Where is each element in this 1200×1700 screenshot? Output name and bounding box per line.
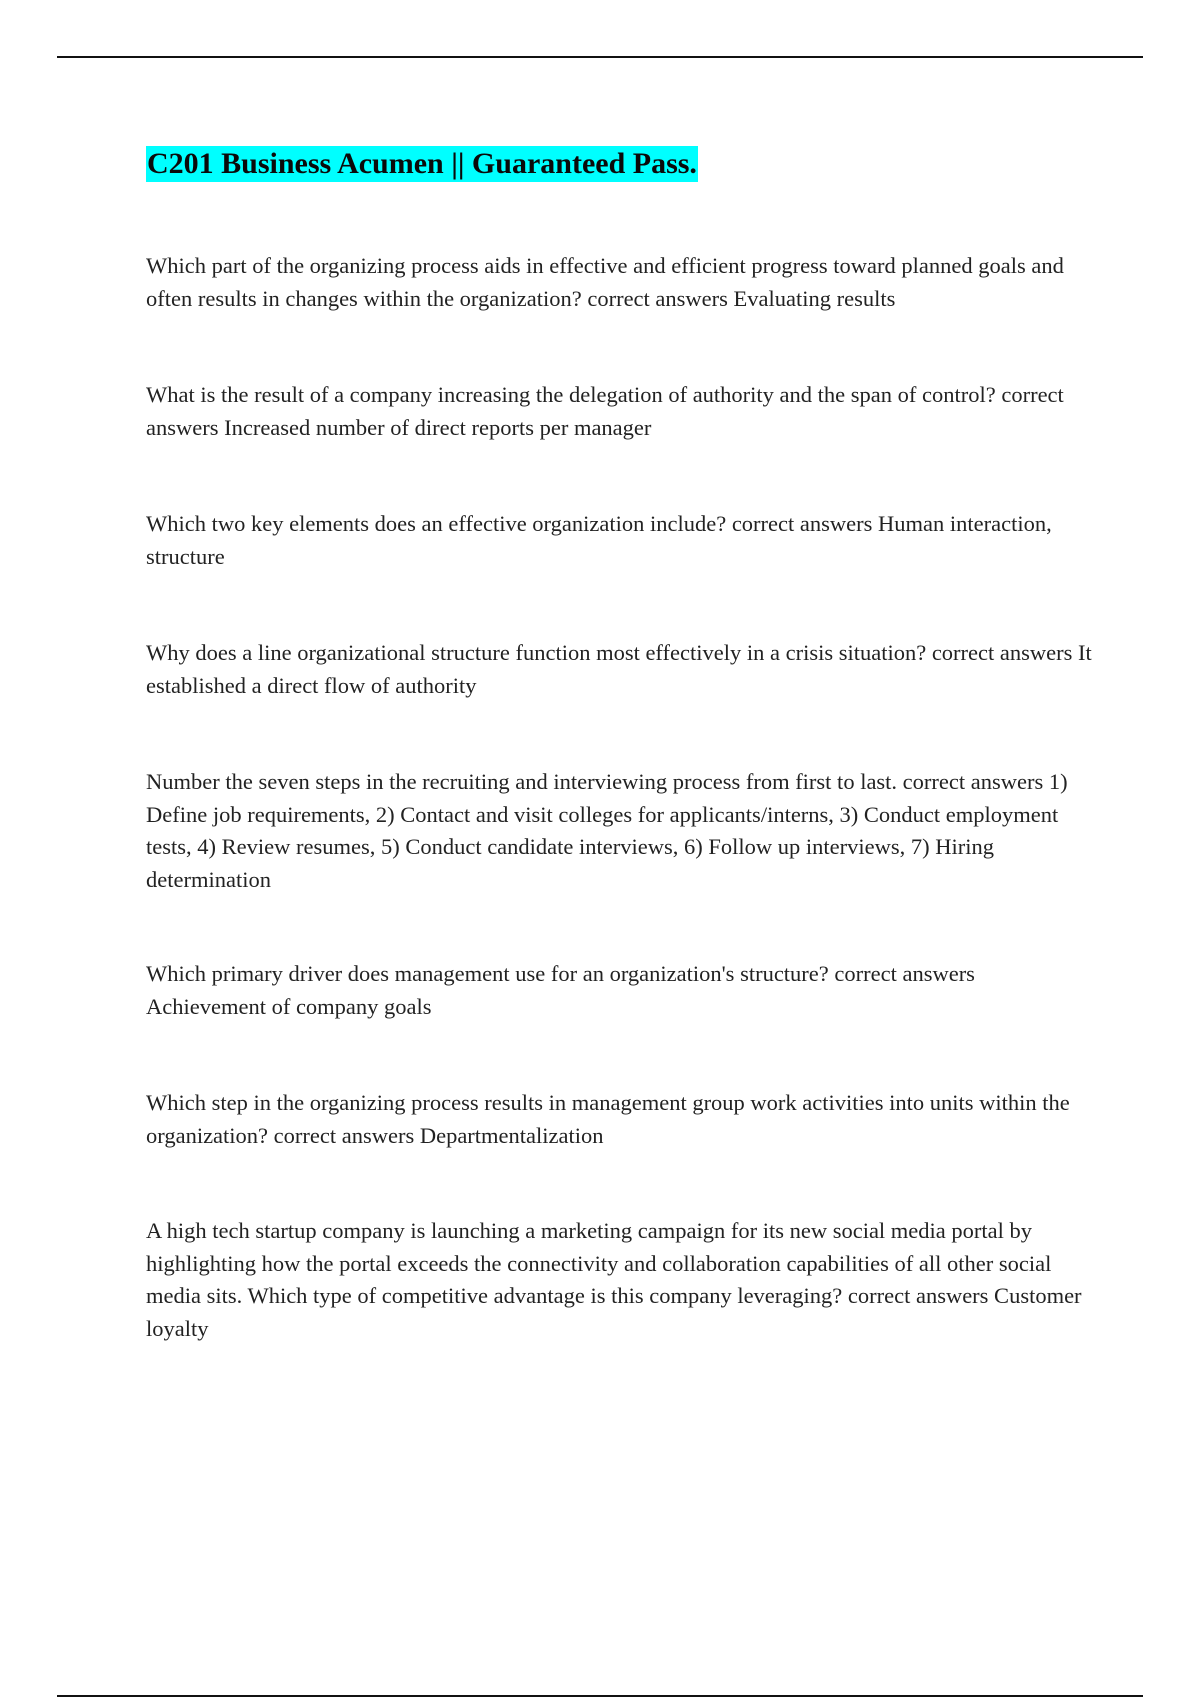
bottom-rule bbox=[57, 1695, 1143, 1697]
qa-item: Which two key elements does an effective organization include? correct answers Human interaction, structure bbox=[146, 511, 1052, 569]
qa-item: A high tech startup company is launching a marketing campaign for its new social media portal by highlighting how the portal exceeds the connectivity and collaboration capabilities of all other social media sits. Which type of competitive advantage is this company leveraging? correct answers Customer loyalty bbox=[146, 1218, 1082, 1341]
qa-item: What is the result of a company increasing the delegation of authority and the span of control? correct answers Increased number of direct reports per manager bbox=[146, 382, 1064, 440]
top-rule bbox=[57, 56, 1143, 58]
title-block bbox=[146, 146, 698, 182]
qa-item: Which part of the organizing process aids in effective and efficient progress toward planned goals and often results in changes within the organization? correct answers Evaluating results bbox=[146, 253, 1064, 311]
qa-item: Which step in the organizing process results in management group work activities into units within the organization? correct answers Departmentalization bbox=[146, 1090, 1070, 1148]
qa-item: Why does a line organizational structure function most effectively in a crisis situation? correct answers It established a direct flow of authority bbox=[146, 640, 1092, 698]
qa-item: Number the seven steps in the recruiting and interviewing process from first to last. correct answers 1) Define job requirements, 2) Contact and visit colleges for applicants/interns, 3) Conduct employment tests, 4) Review resumes, 5) Conduct candidate interviews, 6) Follow up interviews, 7) Hiring determination bbox=[146, 769, 1068, 892]
document-title: C201 Business Acumen || Guaranteed Pass. bbox=[147, 147, 697, 180]
qa-list bbox=[146, 250, 1096, 1345]
qa-item: Which primary driver does management use for an organization's structure? correct answers Achievement of company goals bbox=[146, 961, 975, 1019]
